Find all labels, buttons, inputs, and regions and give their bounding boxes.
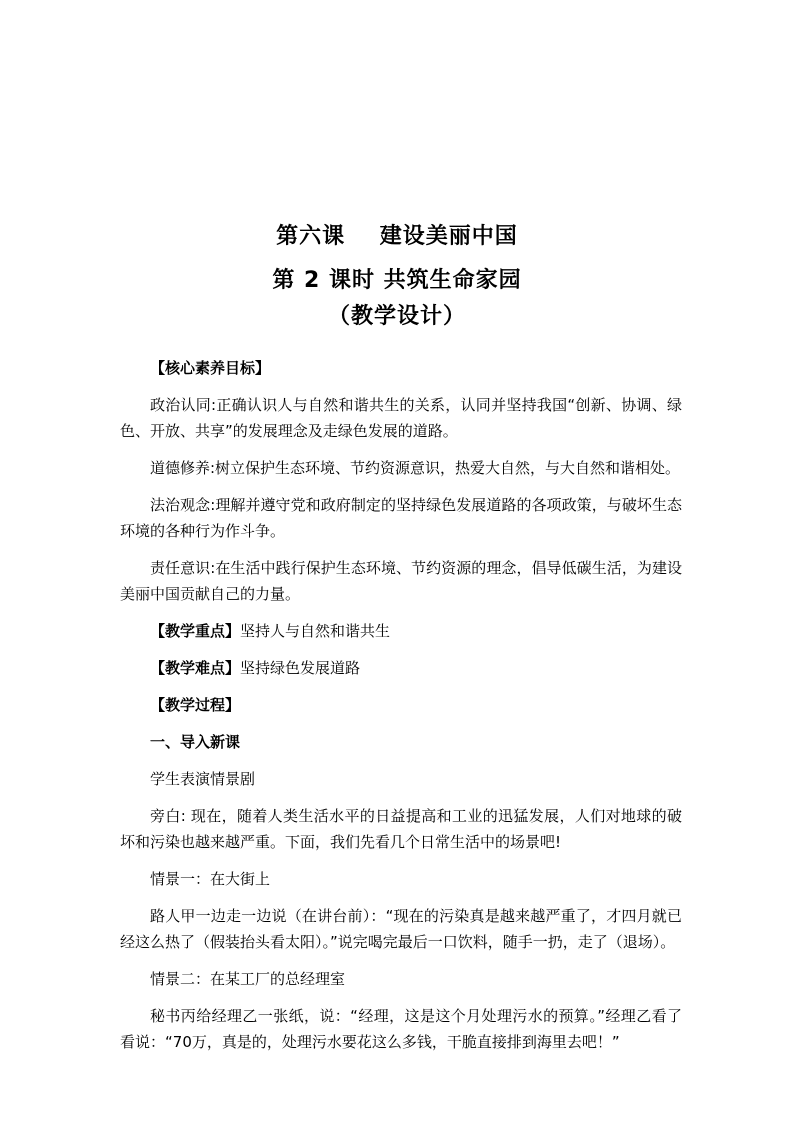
lesson-subtitle: 第 2 课时 共筑生命家园 (272, 268, 522, 293)
goal-moral: 道德修养:树立保护生态环境、节约资源意识，热爱大自然，与大自然和谐相处。 (150, 459, 681, 477)
scene2-title: 情景二：在某工厂的总经理室 (150, 970, 346, 988)
key-point-text: 坚持人与自然和谐共生 (240, 622, 391, 640)
difficulty-text: 坚持绿色发展道路 (240, 659, 361, 677)
key-point-label: 【教学重点】 (150, 622, 241, 640)
difficulty-paragraph (120, 655, 682, 681)
narration-paragraph: 旁白: 现在，随着人类生活水平的日益提高和工业的迅猛发展，人们对地球的破坏和污染也越来越严重。下面，我们先看几个日常生活中的场景吧! (120, 807, 682, 851)
lesson-title: 第六课 建设美丽中国 (276, 224, 518, 249)
step1-heading: 一、导入新课 (150, 733, 241, 751)
scene1-paragraph: 路人甲一边走一边说（在讲台前）：“现在的污染真是越来越严重了，才四月就已经这么热了（假装抬头看太阳）。”说完喝完最后一口饮料，随手一扔，走了（退场）。 (120, 907, 682, 951)
goal-political: 政治认同:正确认识人与自然和谐共生的关系，认同并坚持我国“创新、协调、绿色、开放、共享”的发展理念及走绿色发展的道路。 (120, 396, 682, 440)
key-point-paragraph (120, 618, 682, 644)
scene-play-line: 学生表演情景剧 (150, 770, 256, 788)
process-heading: 【教学过程】 (150, 696, 241, 714)
title-block (0, 224, 794, 330)
scene1-title: 情景一：在大街上 (150, 870, 271, 888)
core-goals-heading: 【核心素养目标】 (150, 359, 271, 377)
document-body (120, 355, 682, 1066)
difficulty-label: 【教学难点】 (150, 659, 241, 677)
goal-responsibility: 责任意识:在生活中践行保护生态环境、节约资源的理念，倡导低碳生活，为建设美丽中国贡献自己的力量。 (120, 559, 682, 603)
goal-law: 法治观念:理解并遵守党和政府制定的坚持绿色发展道路的各项政策，与破坏生态环境的各种行为作斗争。 (120, 496, 682, 540)
scene2-paragraph: 秘书丙给经理乙一张纸，说：“经理，这是这个月处理污水的预算。”经理乙看了看说：“70万，真是的，处理污水要花这么多钱，干脆直接排到海里去吧！” (120, 1007, 682, 1051)
document-type-title: （教学设计） (327, 304, 466, 329)
